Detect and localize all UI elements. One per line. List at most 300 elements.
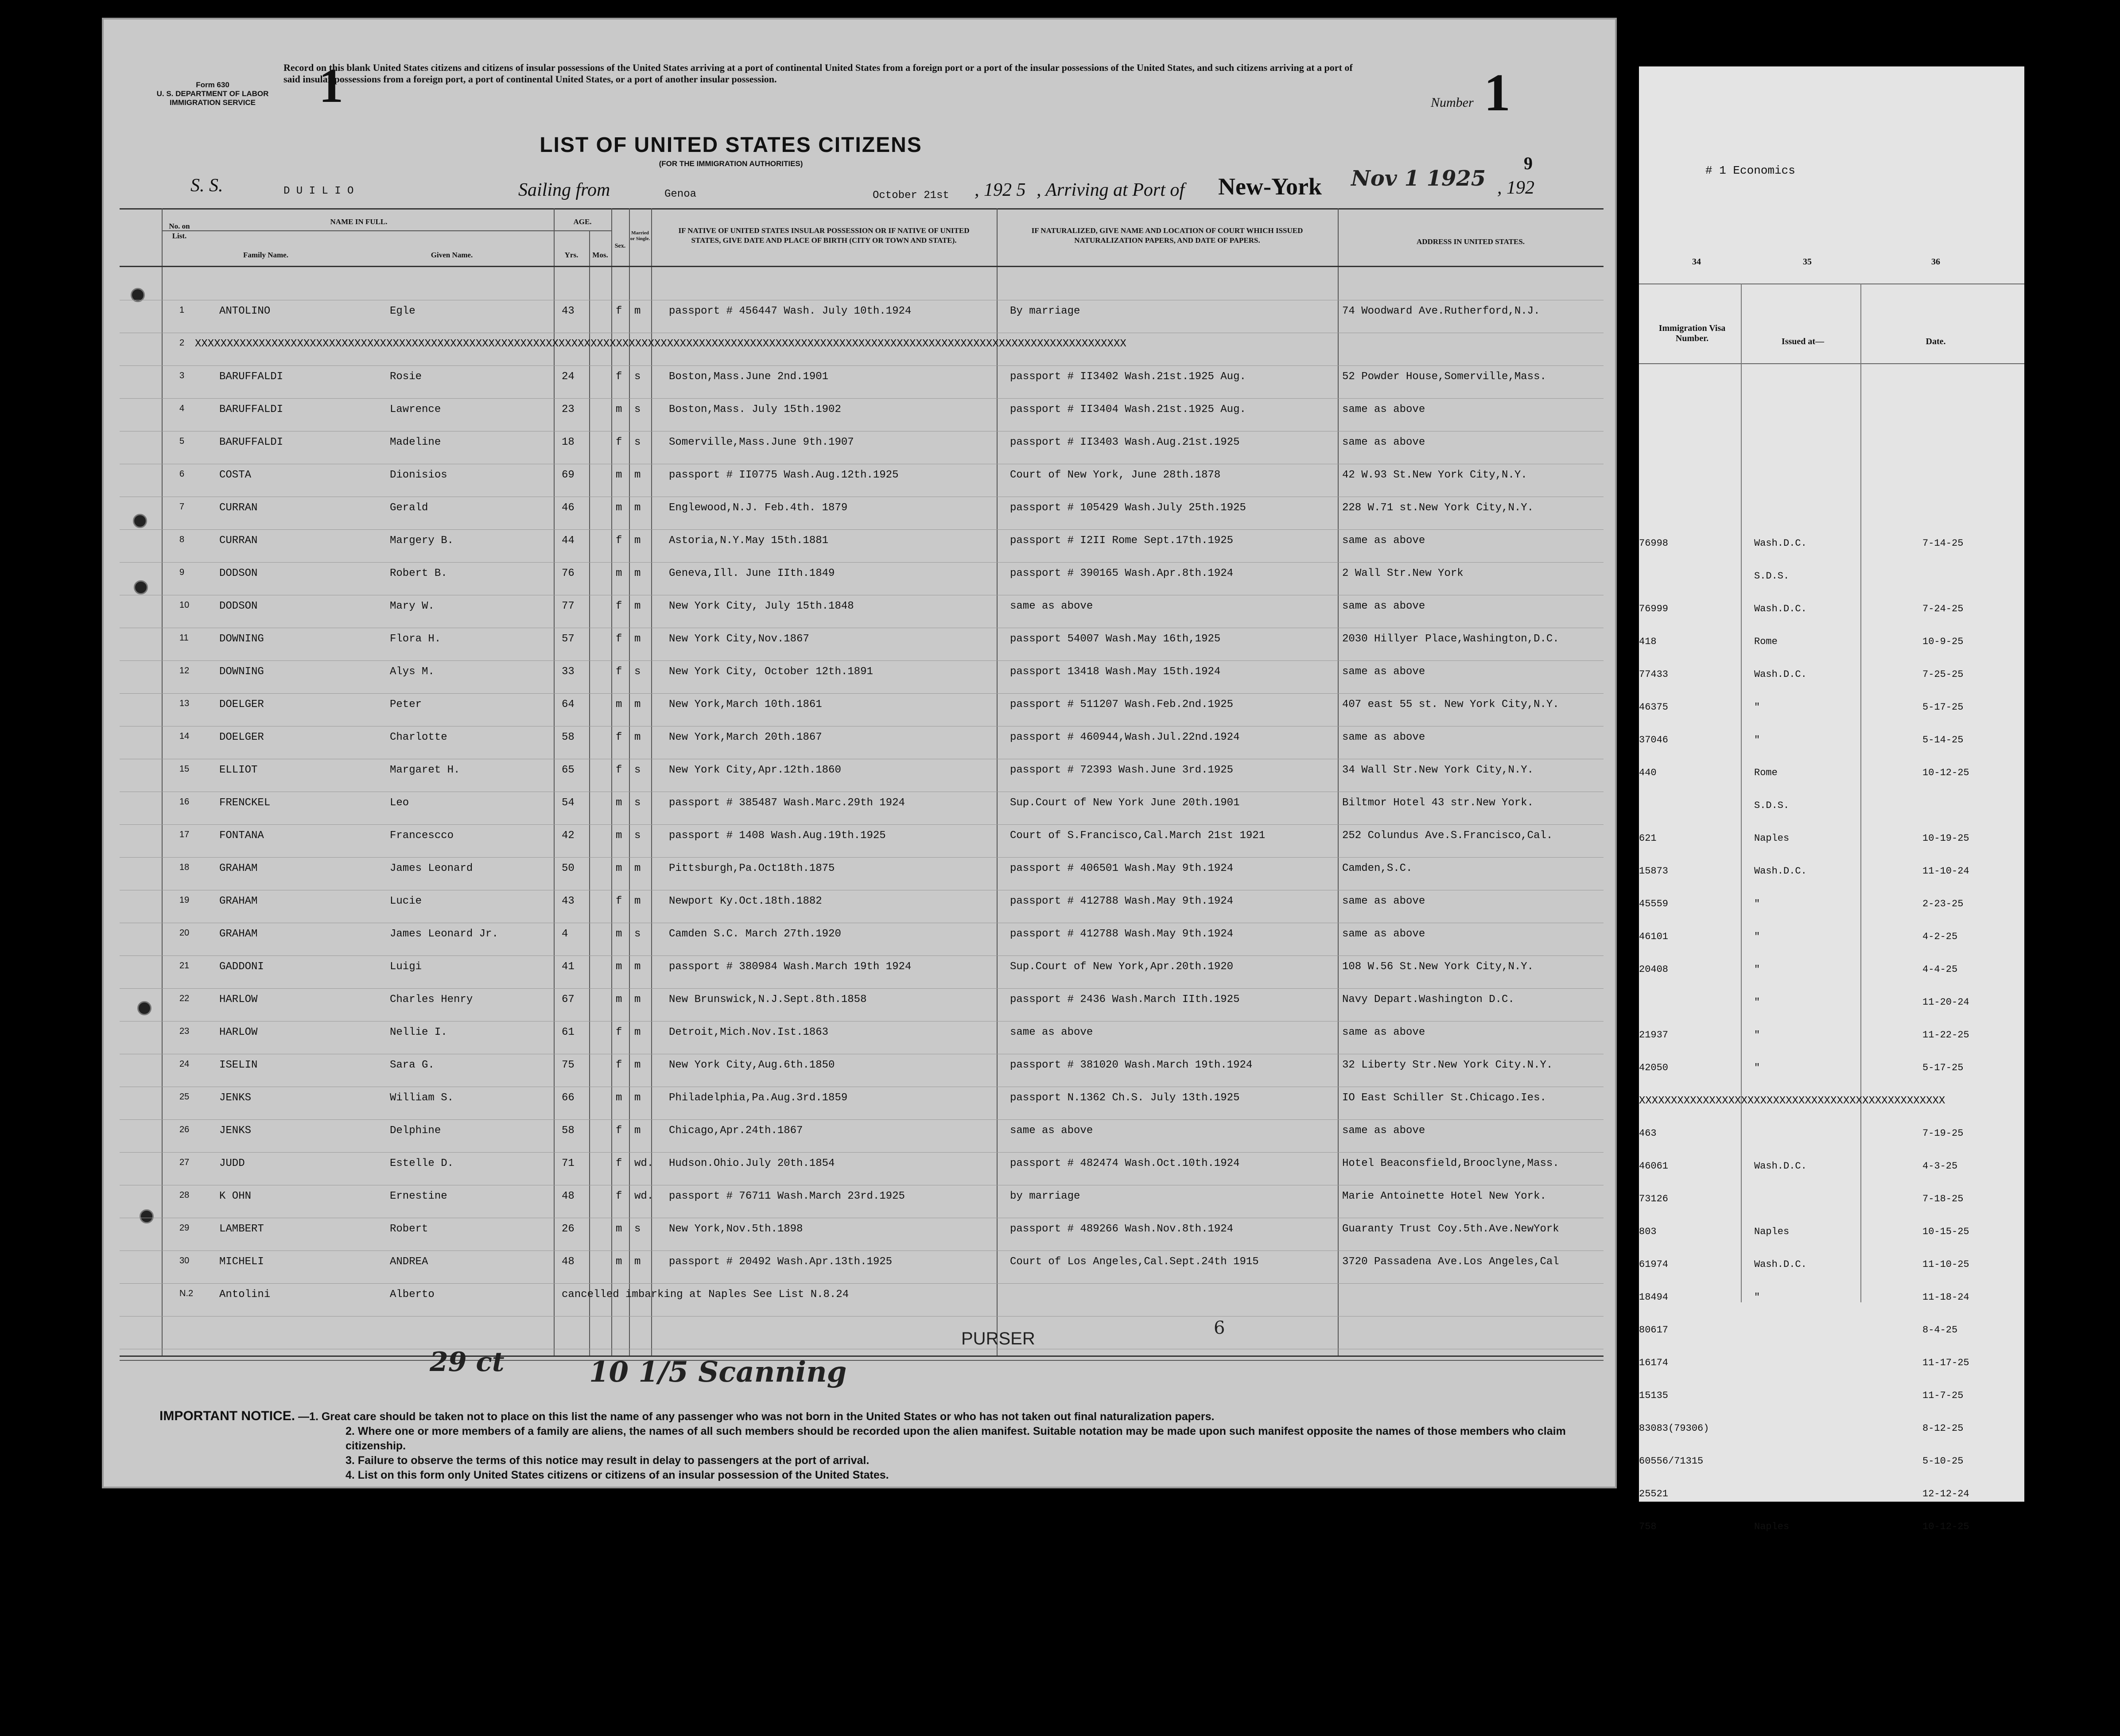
visa-number: 46375 xyxy=(1639,702,1669,713)
visa-date: 10-12-25 xyxy=(1922,767,1969,778)
given-name: Alberto xyxy=(390,1289,435,1301)
us-address: 228 W.71 st.New York City,N.Y. xyxy=(1342,502,1534,514)
sex: f xyxy=(616,633,622,645)
sex: m xyxy=(616,1256,622,1268)
age-years: 48 xyxy=(562,1190,575,1202)
birth-place-date: passport # 20492 Wash.Apr.13th.1925 xyxy=(669,1256,893,1268)
visa-number: 18494 xyxy=(1639,1292,1669,1303)
given-name: Delphine xyxy=(390,1125,441,1137)
row-number: 2 xyxy=(179,338,185,348)
us-address: Hotel Beaconsfield,Brooclyne,Mass. xyxy=(1342,1157,1559,1169)
header-sex: Sex. xyxy=(614,243,626,249)
us-address: same as above xyxy=(1342,1125,1425,1137)
visa-issued-at: Rome xyxy=(1754,636,1778,647)
header-given-name: Given Name. xyxy=(431,251,473,259)
family-name: DOELGER xyxy=(219,731,264,743)
visa-issued-at: " xyxy=(1754,931,1760,942)
given-name: Leo xyxy=(390,797,409,809)
family-name: BARUFFALDI xyxy=(219,436,283,448)
given-name: Francescco xyxy=(390,830,454,842)
sex: m xyxy=(616,699,622,711)
us-address: same as above xyxy=(1342,1026,1425,1038)
visa-date: 8-12-25 xyxy=(1922,1423,1964,1434)
sex: m xyxy=(616,1092,622,1104)
naturalization: passport N.1362 Ch.S. July 13th.1925 xyxy=(1010,1092,1240,1104)
date-from: October 21st xyxy=(873,190,949,202)
birth-place-date: passport # 385487 Wash.Marc.29th 1924 xyxy=(669,797,905,809)
visa-date: 5-17-25 xyxy=(1922,702,1964,713)
header-address: ADDRESS IN UNITED STATES. xyxy=(1416,237,1525,246)
port-to: New-York xyxy=(1218,173,1322,200)
sex: m xyxy=(616,862,622,874)
visa-number: 621 xyxy=(1639,833,1657,844)
visa-issued-at: Wash.D.C. xyxy=(1754,603,1807,614)
us-address: 34 Wall Str.New York City,N.Y. xyxy=(1342,764,1534,776)
sex: f xyxy=(616,764,622,776)
naturalization: passport # 460944,Wash.Jul.22nd.1924 xyxy=(1010,731,1240,743)
family-name: DODSON xyxy=(219,600,258,612)
sex: m xyxy=(616,928,622,940)
birth-place-date: passport # 76711 Wash.March 23rd.1925 xyxy=(669,1190,905,1202)
sex: f xyxy=(616,666,622,678)
row-number: 16 xyxy=(179,797,190,807)
row-number: 19 xyxy=(179,895,190,905)
us-address: Biltmor Hotel 43 str.New York. xyxy=(1342,797,1534,809)
visa-issued-at: S.D.S. xyxy=(1754,571,1790,582)
family-name: ELLIOT xyxy=(219,764,258,776)
visa-date: 4-3-25 xyxy=(1922,1161,1958,1172)
marital-status: m xyxy=(634,1125,641,1137)
age-years: 64 xyxy=(562,699,575,711)
age-years: 75 xyxy=(562,1059,575,1071)
right-col-35: 35 xyxy=(1803,257,1812,267)
us-address: same as above xyxy=(1342,666,1425,678)
age-years: 26 xyxy=(562,1223,575,1235)
visa-number: 83083(79306) xyxy=(1639,1423,1709,1434)
row-number: 1 xyxy=(179,305,185,315)
sex: f xyxy=(616,305,622,317)
us-address: 3720 Passadena Ave.Los Angeles,Cal xyxy=(1342,1256,1559,1268)
header-married-single: Married or Single. xyxy=(630,230,650,241)
given-name: Lawrence xyxy=(390,404,441,416)
visa-number: 758 xyxy=(1639,1521,1657,1532)
marital-status: m xyxy=(634,535,641,547)
family-name: BARUFFALDI xyxy=(219,404,283,416)
family-name: DOWNING xyxy=(219,633,264,645)
marital-status: m xyxy=(634,1256,641,1268)
us-address: Marie Antoinette Hotel New York. xyxy=(1342,1190,1546,1202)
birth-place-date: Somerville,Mass.June 9th.1907 xyxy=(669,436,854,448)
family-name: CURRAN xyxy=(219,535,258,547)
birth-place-date: Hudson.Ohio.July 20th.1854 xyxy=(669,1157,835,1169)
family-name: BARUFFALDI xyxy=(219,371,283,383)
visa-number: 21937 xyxy=(1639,1029,1669,1041)
visa-issued-at: " xyxy=(1754,702,1760,713)
notice-line-2: 2. Where one or more members of a family are aliens, the names of all such members should be recorded upon the alien manifest. Suitable notation may be made upon such manifest opposite the names of those members who claim citizenship. xyxy=(346,1425,1566,1452)
marital-status: m xyxy=(634,633,641,645)
right-head-date: Date. xyxy=(1926,337,1946,346)
sex: f xyxy=(616,731,622,743)
marital-status: m xyxy=(634,469,641,481)
marital-status: s xyxy=(634,404,641,416)
us-address: Camden,S.C. xyxy=(1342,862,1413,874)
header-age: AGE. xyxy=(573,217,592,226)
birth-place-date: Geneva,Ill. June IIth.1849 xyxy=(669,567,835,579)
visa-date: 12-12-24 xyxy=(1922,1488,1969,1499)
given-name: Flora H. xyxy=(390,633,441,645)
row-number: 28 xyxy=(179,1190,190,1200)
sex: f xyxy=(616,436,622,448)
age-years: 48 xyxy=(562,1256,575,1268)
birth-place-date: Chicago,Apr.24th.1867 xyxy=(669,1125,803,1137)
age-years: 44 xyxy=(562,535,575,547)
visa-number: 61974 xyxy=(1639,1259,1669,1270)
row-number: 7 xyxy=(179,502,185,512)
given-name: James Leonard xyxy=(390,862,473,874)
visa-date: 10-15-25 xyxy=(1922,1226,1969,1237)
notice-line-1: —1. Great care should be taken not to place on this list the name of any passenger who was not born in the United States or who has not taken out final naturalization papers. xyxy=(298,1410,1215,1423)
us-address: same as above xyxy=(1342,436,1425,448)
visa-number: 46101 xyxy=(1639,931,1669,942)
marital-status: m xyxy=(634,502,641,514)
family-name: HARLOW xyxy=(219,1026,258,1038)
marital-status: m xyxy=(634,600,641,612)
given-name: William S. xyxy=(390,1092,454,1104)
visa-issued-at: Wash.D.C. xyxy=(1754,1259,1807,1270)
us-address: 407 east 55 st. New York City,N.Y. xyxy=(1342,699,1559,711)
binder-hole xyxy=(134,580,148,594)
visa-number: 25521 xyxy=(1639,1488,1669,1499)
birth-place-date: New York City,Apr.12th.1860 xyxy=(669,764,841,776)
us-address: 108 W.56 St.New York City,N.Y. xyxy=(1342,961,1534,973)
binder-hole xyxy=(140,1209,154,1223)
marital-status: m xyxy=(634,699,641,711)
family-name: FRENCKEL xyxy=(219,797,271,809)
naturalization: passport # 489266 Wash.Nov.8th.1924 xyxy=(1010,1223,1234,1235)
age-years: 23 xyxy=(562,404,575,416)
visa-issued-at: Rome xyxy=(1754,767,1778,778)
marital-status: m xyxy=(634,567,641,579)
visa-date: 5-17-25 xyxy=(1922,1062,1964,1073)
visa-date: 7-25-25 xyxy=(1922,669,1964,680)
birth-place-date: New Brunswick,N.J.Sept.8th.1858 xyxy=(669,994,867,1006)
age-years: 18 xyxy=(562,436,575,448)
naturalization: Court of New York, June 28th.1878 xyxy=(1010,469,1221,481)
handwritten-note-mid: 10 1/5 Scanning xyxy=(589,1355,847,1389)
naturalization: passport # 406501 Wash.May 9th.1924 xyxy=(1010,862,1234,874)
family-name: DOWNING xyxy=(219,666,264,678)
us-address: same as above xyxy=(1342,928,1425,940)
us-address: same as above xyxy=(1342,600,1425,612)
given-name: Charlotte xyxy=(390,731,447,743)
row-number: 29 xyxy=(179,1223,190,1233)
visa-number: 80617 xyxy=(1639,1324,1669,1336)
struck-row: XXXXXXXXXXXXXXXXXXXXXXXXXXXXXXXXXXXXXXXXXXXXXXXX xyxy=(1639,1095,1945,1107)
visa-date: 11-20-24 xyxy=(1922,997,1969,1008)
sex: m xyxy=(616,797,622,809)
visa-date: 4-2-25 xyxy=(1922,931,1958,942)
header-name-in-full: NAME IN FULL. xyxy=(330,217,388,226)
form-subtitle: (FOR THE IMMIGRATION AUTHORITIES) xyxy=(659,159,803,168)
visa-issued-at: Wash.D.C. xyxy=(1754,669,1807,680)
birth-place-date: passport # II0775 Wash.Aug.12th.1925 xyxy=(669,469,899,481)
header-mos: Mos. xyxy=(592,251,608,259)
header-yrs: Yrs. xyxy=(564,251,579,259)
birth-place-date: passport # 380984 Wash.March 19th 1924 xyxy=(669,961,912,973)
given-name: Luigi xyxy=(390,961,422,973)
naturalization: Court of S.Francisco,Cal.March 21st 1921 xyxy=(1010,830,1266,842)
age-years: 77 xyxy=(562,600,575,612)
visa-date: 11-10-24 xyxy=(1922,866,1969,877)
visa-issued-at: " xyxy=(1754,1029,1760,1041)
row-number: 18 xyxy=(179,862,190,872)
naturalization: same as above xyxy=(1010,600,1093,612)
row-number: 14 xyxy=(179,731,190,741)
age-years: 61 xyxy=(562,1026,575,1038)
naturalization: By marriage xyxy=(1010,305,1080,317)
birth-place-date: New York City,Aug.6th.1850 xyxy=(669,1059,835,1071)
sailing-label: Sailing from xyxy=(518,180,610,200)
naturalization: passport # II3404 Wash.21st.1925 Aug. xyxy=(1010,404,1246,416)
us-address: Guaranty Trust Coy.5th.Ave.NewYork xyxy=(1342,1223,1559,1235)
visa-number: 16174 xyxy=(1639,1357,1669,1368)
visa-number: 418 xyxy=(1639,636,1657,647)
row-number: 25 xyxy=(179,1092,190,1102)
right-head-visa: Immigration Visa Number. xyxy=(1658,323,1726,343)
family-name: ISELIN xyxy=(219,1059,258,1071)
sheet-number: 1 xyxy=(319,58,343,113)
marital-status: s xyxy=(634,830,641,842)
naturalization: same as above xyxy=(1010,1026,1093,1038)
naturalization: Sup.Court of New York,Apr.20th.1920 xyxy=(1010,961,1234,973)
row-number: N.2 xyxy=(179,1289,194,1298)
us-address: IO East Schiller St.Chicago.Ies. xyxy=(1342,1092,1546,1104)
age-years: 41 xyxy=(562,961,575,973)
us-address: 252 Colundus Ave.S.Francisco,Cal. xyxy=(1342,830,1553,842)
given-name: Egle xyxy=(390,305,415,317)
us-address: 52 Powder House,Somerville,Mass. xyxy=(1342,371,1546,383)
marital-status: m xyxy=(634,1059,641,1071)
age-years: 24 xyxy=(562,371,575,383)
visa-date: 7-19-25 xyxy=(1922,1128,1964,1139)
row-number: 5 xyxy=(179,436,185,446)
marital-status: s xyxy=(634,764,641,776)
given-name: Margaret H. xyxy=(390,764,460,776)
birth-place-date: New York,March 20th.1867 xyxy=(669,731,822,743)
sex: f xyxy=(616,1190,622,1202)
age-years: 4 xyxy=(562,928,568,940)
visa-number: 15135 xyxy=(1639,1390,1669,1401)
marital-status: s xyxy=(634,928,641,940)
naturalization: Sup.Court of New York June 20th.1901 xyxy=(1010,797,1240,809)
family-name: LAMBERT xyxy=(219,1223,264,1235)
notice-label: IMPORTANT NOTICE. xyxy=(159,1409,295,1423)
marital-status: m xyxy=(634,862,641,874)
marital-status: m xyxy=(634,731,641,743)
age-years: 65 xyxy=(562,764,575,776)
birth-place-date: passport # 456447 Wash. July 10th.1924 xyxy=(669,305,912,317)
sex: f xyxy=(616,1157,622,1169)
sex: f xyxy=(616,371,622,383)
visa-date: 11-10-25 xyxy=(1922,1259,1969,1270)
visa-date: 4-4-25 xyxy=(1922,964,1958,975)
visa-issued-at: " xyxy=(1754,997,1760,1008)
header-birth: IF NATIVE OF UNITED STATES INSULAR POSSESSION OR IF NATIVE OF UNITED STATES, GIVE DATE AND PLACE OF BIRTH (CITY OR TOWN AND STATE). xyxy=(678,226,970,245)
age-years: 67 xyxy=(562,994,575,1006)
birth-place-date: passport # 1408 Wash.Aug.19th.1925 xyxy=(669,830,886,842)
family-name: GRAHAM xyxy=(219,895,258,907)
family-name: Antolini xyxy=(219,1289,271,1301)
birth-place-date: Philadelphia,Pa.Aug.3rd.1859 xyxy=(669,1092,848,1104)
given-name: James Leonard Jr. xyxy=(390,928,498,940)
sex: m xyxy=(616,994,622,1006)
visa-issued-at: Naples xyxy=(1754,1521,1790,1532)
family-name: HARLOW xyxy=(219,994,258,1006)
family-name: CURRAN xyxy=(219,502,258,514)
handwritten-note-left: 29 ct xyxy=(430,1347,505,1378)
visa-number: 15873 xyxy=(1639,866,1669,877)
visa-number: 46061 xyxy=(1639,1161,1669,1172)
important-notice xyxy=(159,1409,1621,1483)
age-years: 66 xyxy=(562,1092,575,1104)
port-from: Genoa xyxy=(664,188,697,200)
visa-date: 11-7-25 xyxy=(1922,1390,1964,1401)
visa-number: 76999 xyxy=(1639,603,1669,614)
age-years: 71 xyxy=(562,1157,575,1169)
family-name: FONTANA xyxy=(219,830,264,842)
family-name: JENKS xyxy=(219,1092,252,1104)
us-address: same as above xyxy=(1342,535,1425,547)
us-address: Navy Depart.Washington D.C. xyxy=(1342,994,1514,1006)
visa-date: 5-10-25 xyxy=(1922,1456,1964,1467)
family-name: DOELGER xyxy=(219,699,264,711)
row-number: 13 xyxy=(179,699,190,708)
naturalization: passport 13418 Wash.May 15th.1924 xyxy=(1010,666,1221,678)
age-years: 54 xyxy=(562,797,575,809)
arrival-year: , 192 xyxy=(1497,178,1534,198)
row-number: 22 xyxy=(179,994,190,1003)
visa-date: 10-12-25 xyxy=(1922,1521,1969,1532)
marital-status: s xyxy=(634,1223,641,1235)
given-name: Peter xyxy=(390,699,422,711)
notice-line-3: 3. Failure to observe the terms of this notice may result in delay to passengers at the port of arrival. xyxy=(346,1454,870,1467)
us-address: same as above xyxy=(1342,731,1425,743)
age-years: 50 xyxy=(562,862,575,874)
form-title: LIST OF UNITED STATES CITIZENS xyxy=(540,133,922,157)
sex: f xyxy=(616,1125,622,1137)
visa-date: 7-14-25 xyxy=(1922,538,1964,549)
sex: m xyxy=(616,830,622,842)
row-number: 21 xyxy=(179,961,190,971)
visa-number: 42050 xyxy=(1639,1062,1669,1073)
row-number: 23 xyxy=(179,1026,190,1036)
sex: f xyxy=(616,1059,622,1071)
visa-issued-at: " xyxy=(1754,734,1760,746)
sex: f xyxy=(616,1026,622,1038)
row-number: 12 xyxy=(179,666,190,676)
right-col-34: 34 xyxy=(1692,257,1701,267)
age-years: 46 xyxy=(562,502,575,514)
notice-line-4: 4. List on this form only United States citizens or citizens of an insular possession of the United States. xyxy=(346,1469,889,1481)
birth-place-date: New York City, October 12th.1891 xyxy=(669,666,873,678)
birth-place-date: Camden S.C. March 27th.1920 xyxy=(669,928,841,940)
birth-place-date: New York,March 10th.1861 xyxy=(669,699,822,711)
visa-issued-at: Wash.D.C. xyxy=(1754,866,1807,877)
row-number: 27 xyxy=(179,1157,190,1167)
purser-label: PURSER xyxy=(961,1329,1035,1348)
naturalization: passport # I2II Rome Sept.17th.1925 xyxy=(1010,535,1234,547)
visa-issued-at: Wash.D.C. xyxy=(1754,538,1807,549)
visa-page xyxy=(1639,66,2024,1502)
visa-date: 11-18-24 xyxy=(1922,1292,1969,1303)
row-number: 4 xyxy=(179,404,185,413)
naturalization: passport # 381020 Wash.March 19th.1924 xyxy=(1010,1059,1253,1071)
marital-status: m xyxy=(634,1092,641,1104)
marital-status: wd. xyxy=(634,1157,654,1169)
visa-issued-at: Wash.D.C. xyxy=(1754,1161,1807,1172)
list-number: 1 xyxy=(1484,63,1510,122)
age-years: 76 xyxy=(562,567,575,579)
row-number: 24 xyxy=(179,1059,190,1069)
marital-status: m xyxy=(634,961,641,973)
visa-date: 7-24-25 xyxy=(1922,603,1964,614)
visa-date: 2-23-25 xyxy=(1922,898,1964,909)
header-no: No. on List. xyxy=(169,222,190,240)
given-name: Lucie xyxy=(390,895,422,907)
sex: m xyxy=(616,404,622,416)
visa-number: 45559 xyxy=(1639,898,1669,909)
department-label: U. S. DEPARTMENT OF LABOR xyxy=(156,89,269,98)
naturalization: passport # II3402 Wash.21st.1925 Aug. xyxy=(1010,371,1246,383)
age-years: 43 xyxy=(562,895,575,907)
naturalization: by marriage xyxy=(1010,1190,1080,1202)
family-name: JUDD xyxy=(219,1157,245,1169)
given-name: Nellie I. xyxy=(390,1026,447,1038)
age-years: 69 xyxy=(562,469,575,481)
birth-place-date: New York City, July 15th.1848 xyxy=(669,600,854,612)
age-years: 58 xyxy=(562,731,575,743)
sex: f xyxy=(616,535,622,547)
given-name: Rosie xyxy=(390,371,422,383)
visa-issued-at: " xyxy=(1754,1292,1760,1303)
family-name: GRAHAM xyxy=(219,928,258,940)
family-name: COSTA xyxy=(219,469,252,481)
visa-issued-at: S.D.S. xyxy=(1754,800,1790,811)
family-name: MICHELI xyxy=(219,1256,264,1268)
birth-place-date: Boston,Mass. July 15th.1902 xyxy=(669,404,841,416)
marital-status: m xyxy=(634,305,641,317)
header-family-name: Family Name. xyxy=(243,251,288,259)
family-name: JENKS xyxy=(219,1125,252,1137)
given-name: ANDREA xyxy=(390,1256,428,1268)
age-years: 58 xyxy=(562,1125,575,1137)
naturalization: passport # II3403 Wash.Aug.21st.1925 xyxy=(1010,436,1240,448)
visa-number: 440 xyxy=(1639,767,1657,778)
row-number: 20 xyxy=(179,928,190,938)
visa-issued-at: " xyxy=(1754,1062,1760,1073)
given-name: Charles Henry xyxy=(390,994,473,1006)
us-address: 74 Woodward Ave.Rutherford,N.J. xyxy=(1342,305,1540,317)
naturalization: passport 54007 Wash.May 16th,1925 xyxy=(1010,633,1221,645)
visa-number: 37046 xyxy=(1639,734,1669,746)
year-from: , 192 5 xyxy=(975,180,1026,200)
visa-date: 5-14-25 xyxy=(1922,734,1964,746)
us-address: 2030 Hillyer Place,Washington,D.C. xyxy=(1342,633,1559,645)
birth-place-date: New York,Nov.5th.1898 xyxy=(669,1223,803,1235)
given-name: Alys M. xyxy=(390,666,435,678)
row-number: 15 xyxy=(179,764,190,774)
visa-date: 11-17-25 xyxy=(1922,1357,1969,1368)
